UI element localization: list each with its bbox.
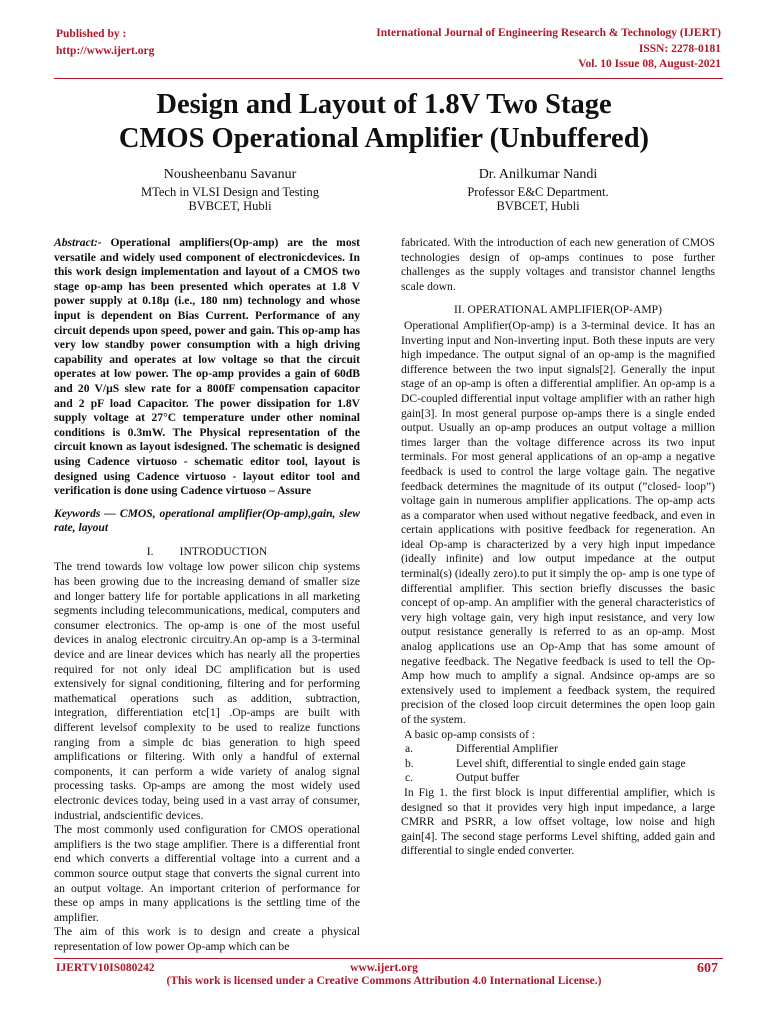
volume-issue: Vol. 10 Issue 08, August-2021 xyxy=(578,58,721,70)
keywords: Keywords — CMOS, operational amplifier(Op-amp),gain, slew rate, layout xyxy=(54,506,360,535)
list-item-text: Differential Amplifier xyxy=(456,742,558,756)
author-1-institution: BVBCET, Hubli xyxy=(188,199,272,213)
opamp-paragraph-2: In Fig 1. the first block is input differential amplifier, which is designed so that it provides very high input impedance, a large CMRR and PSRR, a low offset voltage, low noise and high gain[4]. The second stage performs Level shifting, added gain and differential to single ended converter. xyxy=(401,785,715,858)
license-note: (This work is licensed under a Creative Commons Attribution 4.0 International License.) xyxy=(166,975,602,987)
page-number: 607 xyxy=(697,961,718,976)
footer-center xyxy=(0,962,768,988)
list-item-label: a. xyxy=(405,742,414,756)
footer-url[interactable]: www.ijert.org xyxy=(350,962,418,974)
author-1-name: Nousheenbanu Savanur xyxy=(163,167,297,182)
author-2-name: Dr. Anilkumar Nandi xyxy=(478,167,598,182)
list-intro: A basic op-amp consists of : xyxy=(404,727,536,741)
author-2-institution: BVBCET, Hubli xyxy=(496,199,580,213)
intro-paragraph-3-continued: fabricated. With the introduction of each new generation of CMOS technologies design of op-amps continues to pose further challenges as the supply voltages and transistor channel lengths scale down. xyxy=(401,236,715,293)
opamp-paragraph-1: Operational Amplifier(Op-amp) is a 3-terminal device. It has an Inverting input and Non-inverting input. Both these inputs are very high impedance. The output signal of an op-amp is the magnified difference between the two input signals[2]. Generally the input stage of an op-amp is often a differential amplifier. An op-amp is a DC-coupled differential input voltage amplifier with an rather high gain[3]. In most general purpose op-amps there is a single ended output. Usually an op-amp produces an output voltage a million times larger than the voltage difference across its two input terminals. For most general applications of an op-amp a negative feedback is used to control the large voltage gain. The negative feedback determines the magnitude of its output (”closed- loop”) voltage gain in numerous amplifier applications. The op-amp acts as a comparator when used without negative feedback, and even in certain applications with positive feedback for regeneration. An ideal Op-amp is characterized by a very high input impedance (ideally infinite) and low output impedance at the output terminal(s) (ideally zero).to put it simply the op- amp is one type of differential amplifier. This section briefly discusses the basic concept of op-amp. An amplifier with the general characteristics of very high voltage gain, very high input resistance, and very low output resistance generally is referred to as an op-amp. Most analog applications use an Op-Amp that has some amount of negative feedback. The Negative feedback is used to tell the Op-Amp how much to amplify a signal. Andsince op-amps are so extensively used to implement a feedback system, the required precision of the closed loop circuit determines the open loop gain of the system. xyxy=(401,318,715,726)
list-item xyxy=(401,757,715,772)
list-item-text: Level shift, differential to single ended gain stage xyxy=(456,756,686,770)
section-1-title: INTRODUCTION xyxy=(179,544,268,558)
footer-rule xyxy=(54,958,723,959)
header-rule xyxy=(54,78,723,79)
list-item-label: c. xyxy=(405,771,414,785)
abstract-text: Operational amplifiers(Op-amp) are the most versatile and widely used component of electronicdevices. In this work design implementation and layout of a CMOS two stage op-amp has been presented which operates at 1.8 V power supply at 0.18µ (i.e., 180 nm) technology and whose input is dependent on Bias Current. Performance of any circuit depends upon speed, power and gain. This op-amp has very low standby power consumption with a high driving capability and operates at low voltage so that the circuit operates at low power. The op-amp provides a gain of 60dB and 20 V/µS slew rate for a 800fF compensation capacitor and 2 pF load Capacitor. The power dissipation for 1.8V supply voltage at 27°C temperature under other nominal conditions is 0.3mW. The Physical representation of the circuit known as layout isdesigned. The schematic is designed using Cadence virtuoso - schematic editor tool, layout is designed using Cadence virtuoso - layout editor tool and verification is done using Cadence virtuoso – Assure xyxy=(54,236,360,498)
journal-name: International Journal of Engineering Research & Technology (IJERT) xyxy=(376,27,721,39)
paper-id: IJERTV10IS080242 xyxy=(56,962,155,974)
intro-paragraph-2: The most commonly used configuration for CMOS operational amplifiers is the two stage amplifier. There is a differential front end which converts a differential voltage into a current and a common source output stage that converts the signal current into an output voltage. An important criterion of performance for these op amps in many applications is the settling time of the amplifier. xyxy=(54,823,360,924)
journal-block xyxy=(376,26,721,73)
right-column xyxy=(401,236,715,859)
published-by-label: Published by : xyxy=(56,28,127,40)
abstract xyxy=(54,236,360,499)
publisher-url[interactable]: http://www.ijert.org xyxy=(56,45,155,57)
section-1-heading xyxy=(54,545,360,560)
intro-paragraph-1: The trend towards low voltage low power silicon chip systems has been growing due to the increasing demand of smaller size and longer battery life for portable applications in all marketing segments including telecommunications, medical, computers and consumer electronics. The op-amp is one of the most useful devices in analog electronic circuitry.An op-amp is a 3-terminal device and are linear devices which has nearly all the properties required for not only ideal DC amplification but is used extensively for signal conditioning, filtering and for performing mathematical operations such as addition, subtraction, integration, differentiation etc[1] .Op-amps are built with different levelsof complexity to be used to realize functions ranging from a simple dc bias generation to high speed amplifications or filtering. With only a handful of external components, it can perform a wide variety of analog signal processing tasks. Op-amps are among the most widely used electronic devices today, being used in a vast array of consumer, industrial, andscientific devices. xyxy=(54,560,360,822)
paper-title xyxy=(40,88,728,156)
left-column xyxy=(54,236,360,955)
author-2 xyxy=(400,168,676,214)
paper-title-line1: Design and Layout of 1.8V Two Stage xyxy=(156,89,612,120)
list-item-text: Output buffer xyxy=(456,771,520,785)
abstract-label: Abstract:- xyxy=(54,236,102,249)
list-item xyxy=(401,771,715,786)
author-1-affiliation: MTech in VLSI Design and Testing xyxy=(141,184,319,199)
list-item-label: b. xyxy=(405,756,414,770)
issn: ISSN: 2278-0181 xyxy=(638,42,721,55)
list-item xyxy=(401,742,715,757)
opamp-components-list xyxy=(401,742,715,786)
author-2-affiliation: Professor E&C Department. xyxy=(467,184,609,199)
intro-paragraph-3: The aim of this work is to design and create a physical representation of low power Op-amp which can be xyxy=(54,925,360,953)
section-2-heading: II. OPERATIONAL AMPLIFIER(OP-AMP) xyxy=(454,303,662,317)
paper-title-line2: CMOS Operational Amplifier (Unbuffered) xyxy=(118,123,650,154)
section-1-number: I. xyxy=(146,544,154,558)
author-1 xyxy=(100,168,360,214)
publisher-block xyxy=(56,26,154,60)
